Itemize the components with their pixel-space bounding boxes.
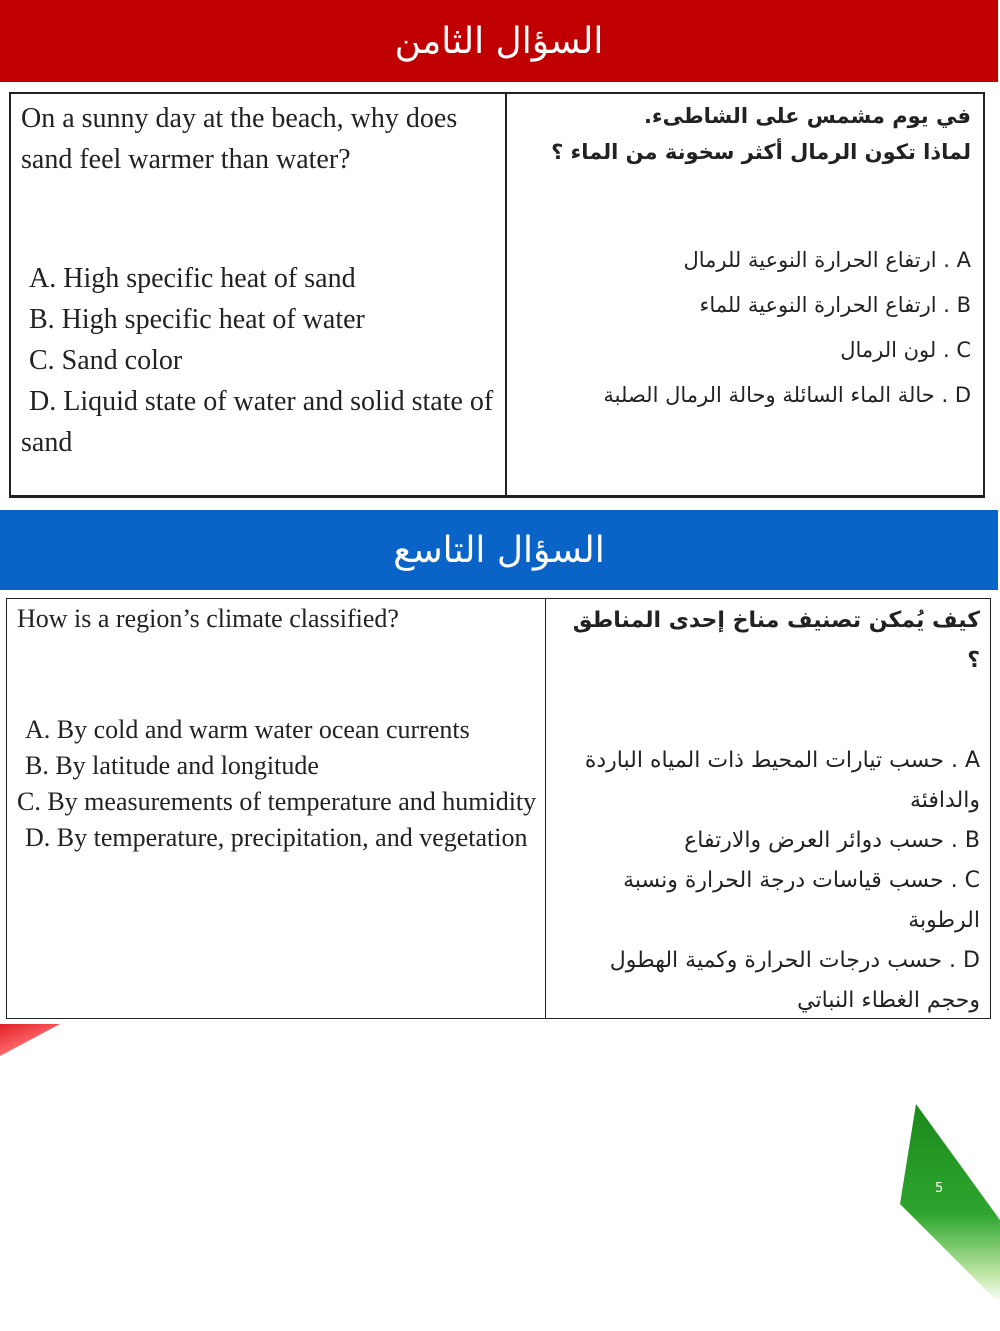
question-8-arabic: [507, 94, 983, 495]
question-8-ar-question-line-2: لماذا تكون الرمال أكثر سخونة من الماء ؟: [551, 140, 971, 164]
option-a: A. By cold and warm water ocean currents: [25, 715, 470, 744]
question-9-en-question: How is a region’s climate classified?: [17, 604, 399, 633]
question-9-english: [7, 599, 546, 1018]
question-9-title: السؤال التاسع: [393, 529, 605, 571]
ar-option-a: A . حسب تيارات المحيط ذات المياه الباردة والدافئة: [584, 748, 980, 813]
question-9-ar-question: كيف يُمكن تصنيف مناخ إحدى المناطق ؟: [572, 608, 980, 673]
ar-option-c: C . لون الرمال: [840, 338, 971, 362]
option-d: D. By temperature, precipitation, and vegetation: [25, 823, 528, 852]
red-corner-decoration: [0, 1024, 60, 1056]
option-c: C. By measurements of temperature and humidity: [17, 787, 537, 816]
question-8-en-question: On a sunny day at the beach, why does sand feel warmer than water?: [21, 103, 458, 175]
question-9-ar-options: [554, 741, 980, 1021]
ar-option-a: A . ارتفاع الحرارة النوعية للرمال: [683, 248, 971, 272]
option-d: D. Liquid state of water and solid state of sand: [21, 386, 494, 458]
option-c: C. Sand color: [29, 345, 183, 376]
ar-option-d: D . حسب درجات الحرارة وكمية الهطول وحجم الغطاء النباتي: [609, 948, 980, 1013]
question-8-title: السؤال الثامن: [394, 20, 604, 62]
ar-option-b: B . ارتفاع الحرارة النوعية للماء: [699, 293, 971, 317]
green-corner-decoration: [900, 1104, 1000, 1304]
question-8-banner: [0, 0, 998, 82]
question-9-box: [6, 598, 991, 1019]
page-number: 5: [935, 1181, 944, 1196]
question-8-box: [9, 92, 985, 498]
option-b: B. By latitude and longitude: [25, 751, 319, 780]
ar-option-b: B . حسب دوائر العرض والارتفاع: [684, 828, 980, 853]
question-9-en-options: [17, 712, 537, 856]
question-8-ar-options: [515, 238, 971, 418]
question-8-english: [11, 94, 507, 495]
ar-option-c: C . حسب قياسات درجة الحرارة ونسبة الرطوبة: [623, 868, 980, 933]
option-a: A. High specific heat of sand: [29, 263, 356, 294]
question-8-ar-question-line-1: في يوم مشمس على الشاطىء.: [643, 104, 971, 128]
option-b: B. High specific heat of water: [29, 304, 365, 335]
ar-option-d: D . حالة الماء السائلة وحالة الرمال الصلبة: [603, 383, 971, 407]
question-9-arabic: [546, 599, 990, 1018]
question-8-en-options: [21, 258, 497, 463]
question-9-banner: [0, 510, 998, 590]
